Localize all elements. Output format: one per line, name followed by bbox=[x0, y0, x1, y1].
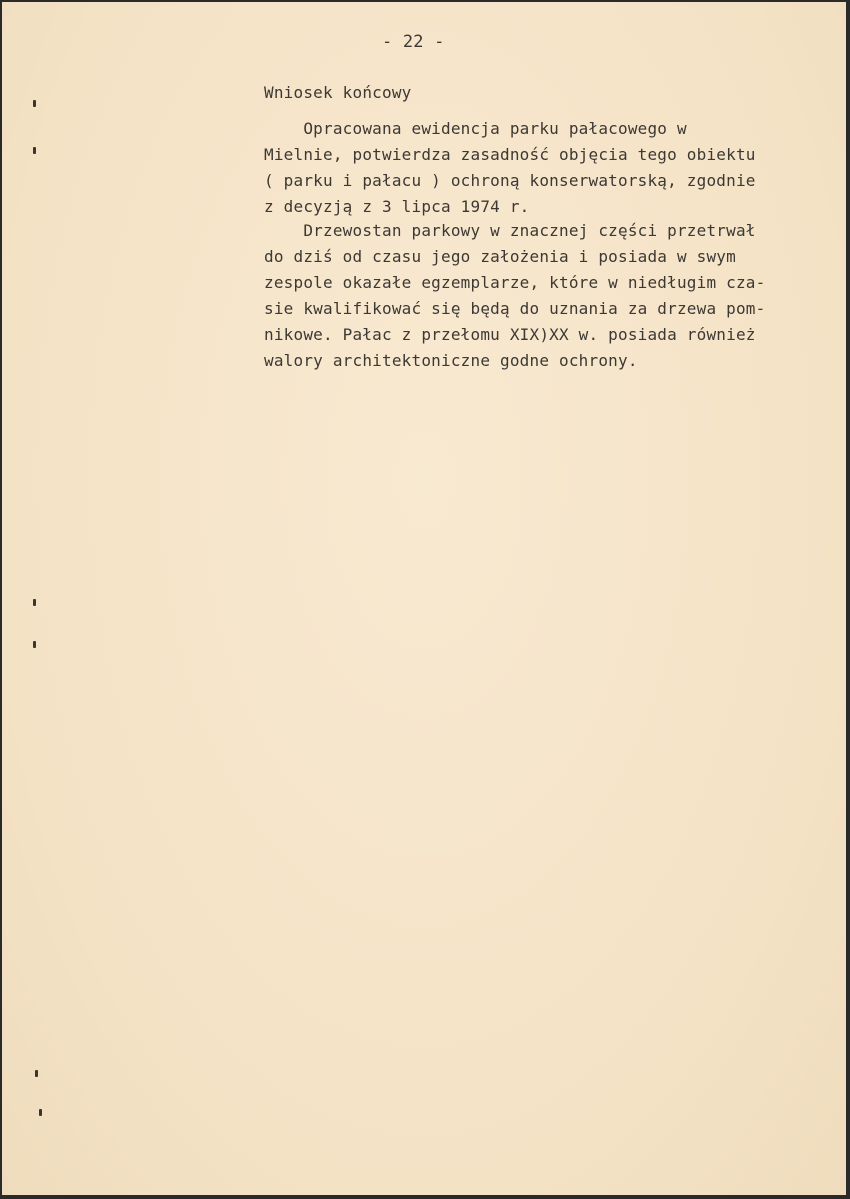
body-line: walory architektoniczne godne ochrony. bbox=[264, 351, 638, 370]
body-line: ( parku i pałacu ) ochroną konserwatorską, zgodnie bbox=[264, 171, 756, 190]
body-line: Mielnie, potwierdza zasadność objęcia tego obiektu bbox=[264, 145, 756, 164]
binding-hole-mark bbox=[33, 641, 36, 648]
body-line: do dziś od czasu jego założenia i posiada w swym bbox=[264, 247, 736, 266]
binding-hole-mark bbox=[35, 1070, 38, 1077]
body-line: Opracowana ewidencja parku pałacowego w bbox=[264, 119, 687, 138]
binding-hole-mark bbox=[39, 1109, 42, 1116]
body-line: sie kwalifikować się będą do uznania za drzewa pom- bbox=[264, 299, 766, 318]
body-line: zespole okazałe egzemplarze, które w niedługim cza- bbox=[264, 273, 766, 292]
document-page bbox=[2, 2, 846, 1195]
binding-hole-mark bbox=[33, 100, 36, 107]
binding-hole-mark bbox=[33, 147, 36, 154]
binding-hole-mark bbox=[33, 599, 36, 606]
body-line: z decyzją z 3 lipca 1974 r. bbox=[264, 197, 530, 216]
body-line: Drzewostan parkowy w znacznej części przetrwał bbox=[264, 221, 756, 240]
section-heading: Wniosek końcowy bbox=[264, 83, 412, 102]
body-line: nikowe. Pałac z przełomu XIX)XX w. posiada również bbox=[264, 325, 756, 344]
page-number: - 22 - bbox=[382, 32, 445, 52]
